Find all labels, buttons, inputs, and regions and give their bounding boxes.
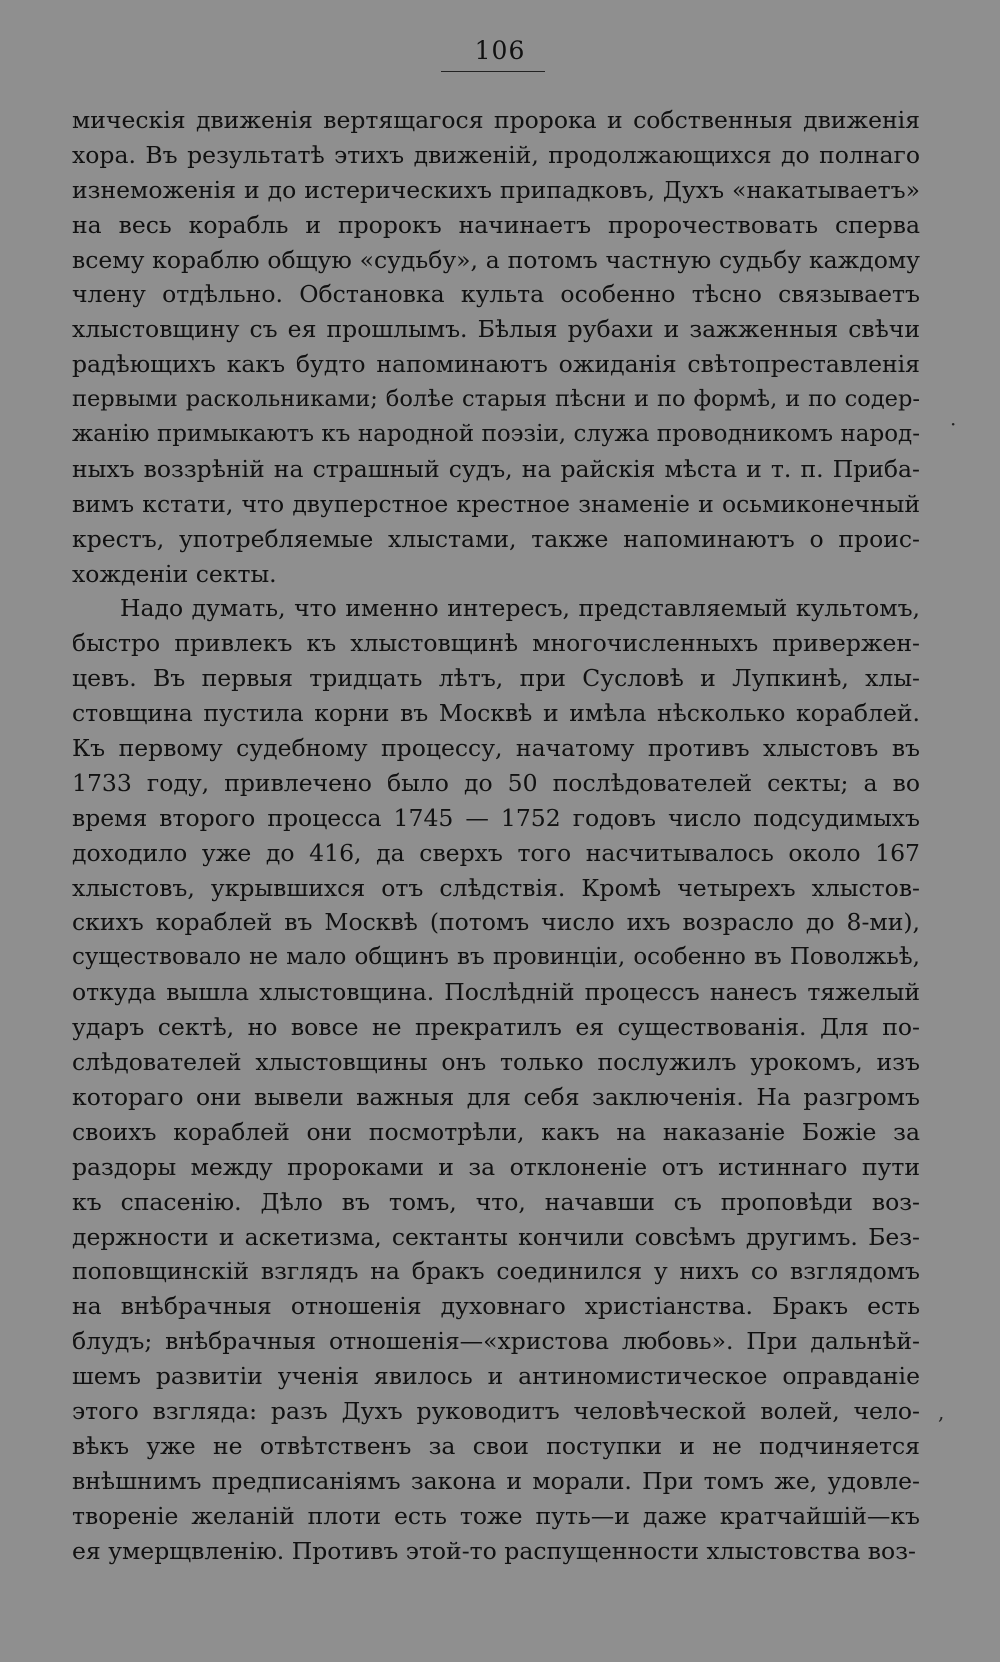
text-line: быстро привлекъ къ хлыстовщинѣ многочисленныхъ привержен- — [72, 629, 920, 658]
margin-mark-dot: · — [950, 412, 957, 436]
page-number-rule — [441, 71, 545, 72]
text-line: хлыстовщину съ ея прошлымъ. Бѣлыя рубахи и зажженныя свѣчи — [72, 315, 920, 344]
text-line: твореніе желаній плоти есть тоже путь—и даже кратчайшій—къ — [72, 1501, 920, 1530]
text-line: своихъ кораблей они посмотрѣли, какъ на наказаніе Божіе за — [72, 1117, 920, 1146]
text-line: цевъ. Въ первыя тридцать лѣтъ, при Сусловѣ и Лупкинѣ, хлы- — [72, 664, 920, 693]
text-line: хожденіи секты. — [72, 559, 277, 588]
text-line: шемъ развитіи ученія явилось и антиномистическое оправданіе — [72, 1362, 920, 1391]
text-line: всему кораблю общую «судьбу», а потомъ частную судьбу каждому — [72, 245, 920, 274]
paragraph — [72, 591, 920, 1568]
text-line: хора. Въ результатѣ этихъ движеній, продолжающихся до полнаго — [72, 140, 920, 169]
text-line: этого взгляда: разъ Духъ руководитъ человѣческой волей, чело- — [72, 1396, 920, 1425]
text-line: ударъ сектѣ, но вовсе не прекратилъ ея существованія. Для по- — [72, 1013, 920, 1042]
text-line: вимъ кстати, что двуперстное крестное знаменіе и осьмиконечный — [72, 489, 920, 518]
text-line: скихъ кораблей въ Москвѣ (потомъ число ихъ возрасло до 8-ми), — [72, 908, 920, 937]
text-line: существовало не мало общинъ въ провинціи, особенно въ Поволжьѣ, — [72, 944, 920, 971]
text-line: мическія движенія вертящагося пророка и собственныя движенія — [72, 106, 920, 134]
text-line: время второго процесса 1745 — 1752 годовъ число подсудимыхъ — [72, 803, 920, 832]
text-line: ея умерщвленію. Противъ этой-то распущенности хлыстовства воз- — [72, 1536, 916, 1565]
text-line: первыми раскольниками; болѣе старыя пѣсни и по формѣ, и по содер- — [72, 386, 920, 413]
text-line: держности и аскетизма, сектанты кончили совсѣмъ другимъ. Без- — [72, 1222, 920, 1251]
text-line: раздоры между пророками и за отклоненіе отъ истиннаго пути — [72, 1152, 920, 1181]
text-line: поповщинскій взглядъ на бракъ соединился у нихъ со взглядомъ — [72, 1257, 920, 1286]
text-line: члену отдѣльно. Обстановка культа особенно тѣсно связываетъ — [72, 280, 920, 309]
text-line: котораго они вывели важныя для себя заключенія. На разгромъ — [72, 1082, 920, 1111]
text-line: вѣкъ уже не отвѣтственъ за свои поступки и не подчиняется — [72, 1431, 920, 1460]
text-line: 1733 году, привлечено было до 50 послѣдователей секты; а во — [72, 768, 920, 797]
text-line: къ спасенію. Дѣло въ томъ, что, начавши съ проповѣди воз- — [72, 1187, 920, 1216]
text-line: Надо думать, что именно интересъ, представляемый культомъ, — [120, 594, 920, 623]
text-line: радѣющихъ какъ будто напоминаютъ ожиданія свѣтопреставленія — [72, 350, 920, 379]
text-line: слѣдователей хлыстовщины онъ только послужилъ урокомъ, изъ — [72, 1048, 920, 1077]
text-line: блудъ; внѣбрачныя отношенія—«христова любовь». При дальнѣй- — [72, 1327, 920, 1356]
text-line: на внѣбрачныя отношенія духовнаго христіанства. Бракъ есть — [72, 1292, 920, 1321]
text-line: ныхъ воззрѣній на страшный судъ, на райскія мѣста и т. п. Приба- — [72, 454, 920, 483]
text-line: внѣшнимъ предписаніямъ закона и морали. При томъ же, удовле- — [72, 1466, 920, 1495]
text-line: откуда вышла хлыстовщина. Послѣдній процессъ нанесъ тяжелый — [72, 978, 920, 1007]
text-line: Къ первому судебному процессу, начатому противъ хлыстовъ въ — [72, 734, 920, 763]
text-line: изнеможенія и до истерическихъ припадковъ, Духъ «накатываетъ» — [72, 175, 920, 204]
text-line: стовщина пустила корни въ Москвѣ и имѣла нѣсколько кораблей. — [72, 699, 920, 728]
text-line: крестъ, употребляемые хлыстами, также напоминаютъ о проис- — [72, 524, 920, 553]
margin-mark-comma: , — [938, 1400, 945, 1424]
page-number: 106 — [474, 36, 526, 65]
text-line: на весь корабль и пророкъ начинаетъ пророчествовать сперва — [72, 210, 920, 239]
body-text — [72, 103, 920, 1568]
text-line: доходило уже до 416, да сверхъ того насчитывалось около 167 — [72, 838, 920, 867]
text-line: жанію примыкаютъ къ народной поэзіи, служа проводникомъ народ- — [72, 421, 920, 448]
text-line: хлыстовъ, укрывшихся отъ слѣдствія. Кромѣ четырехъ хлыстов- — [72, 873, 920, 902]
paragraph — [72, 103, 920, 591]
